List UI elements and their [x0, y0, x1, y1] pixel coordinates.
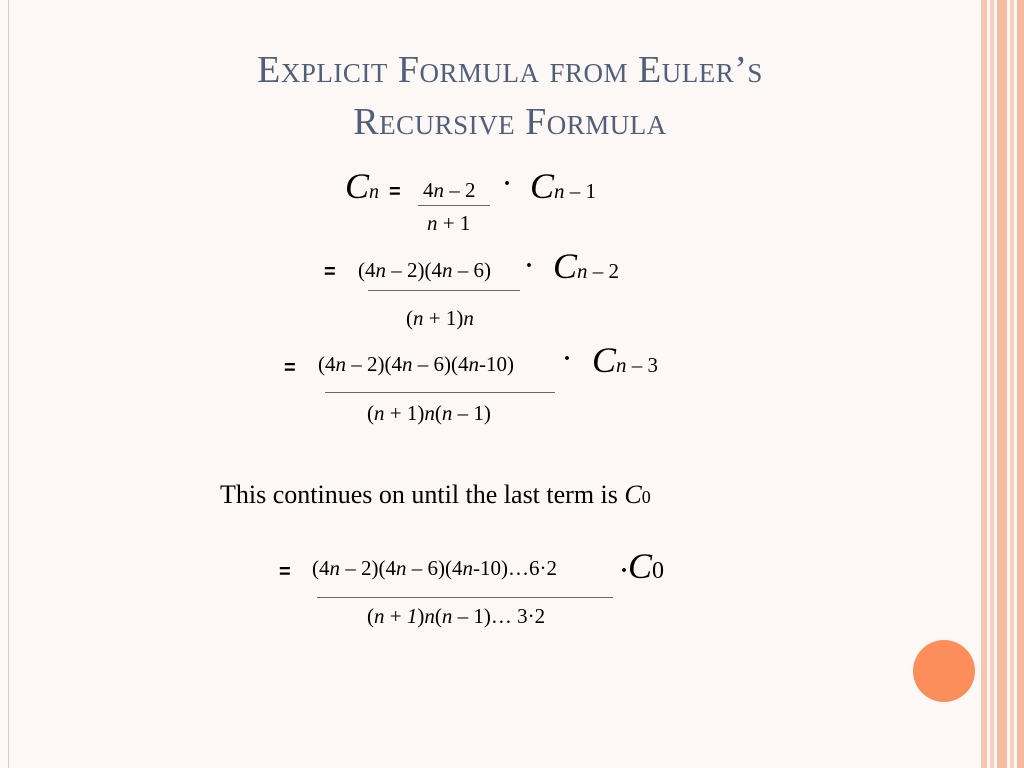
eq4-equals: =: [279, 561, 291, 583]
eq2-equals: =: [324, 261, 336, 283]
eq2-fraction-bar: [368, 290, 520, 291]
eq2-numerator: (4n – 2)(4n – 6): [358, 258, 491, 282]
eq1-fraction-bar: [418, 205, 490, 206]
decorative-stripe: [990, 0, 994, 768]
eq3-denominator: (n + 1)n(n – 1): [367, 401, 491, 425]
eq3-dot: ·: [563, 346, 572, 372]
eq2-rhs: Cn – 2: [553, 246, 620, 286]
eq1-numerator: 4n – 2: [423, 178, 476, 202]
eq3-equals: =: [284, 357, 296, 379]
eq1-equals: =: [389, 181, 401, 203]
eq4-denominator: (n + 1)n(n – 1)… 3·2: [367, 604, 546, 628]
title-line-2: Recursive Formula: [353, 101, 667, 143]
decorative-stripe: [997, 0, 1007, 768]
eq4-fraction-bar: [317, 597, 613, 598]
decorative-circle: [913, 640, 975, 702]
eq1-dot: ·: [503, 171, 512, 197]
eq1-denominator: n + 1: [427, 211, 471, 235]
eq1-rhs: Cn – 1: [530, 166, 597, 206]
eq4-numerator: (4n – 2)(4n – 6)(4n-10)…6·2: [312, 556, 557, 580]
title-line-1: Explicit Formula from Euler’s: [257, 49, 763, 91]
continuation-statement: This continues on until the last term is C0: [220, 480, 651, 509]
decorative-stripe: [1010, 0, 1014, 768]
decorative-stripe: [1017, 0, 1024, 768]
eq3-rhs: Cn – 3: [592, 340, 659, 380]
decorative-stripe: [981, 0, 987, 768]
eq3-numerator: (4n – 2)(4n – 6)(4n-10): [318, 352, 514, 376]
eq3-fraction-bar: [325, 392, 555, 393]
slide-title: [120, 44, 900, 148]
eq2-dot: ·: [525, 253, 534, 279]
eq4-rhs: ·C0: [620, 546, 665, 586]
eq1-lhs: Cn: [345, 166, 380, 206]
eq2-denominator: (n + 1)n: [406, 306, 474, 330]
